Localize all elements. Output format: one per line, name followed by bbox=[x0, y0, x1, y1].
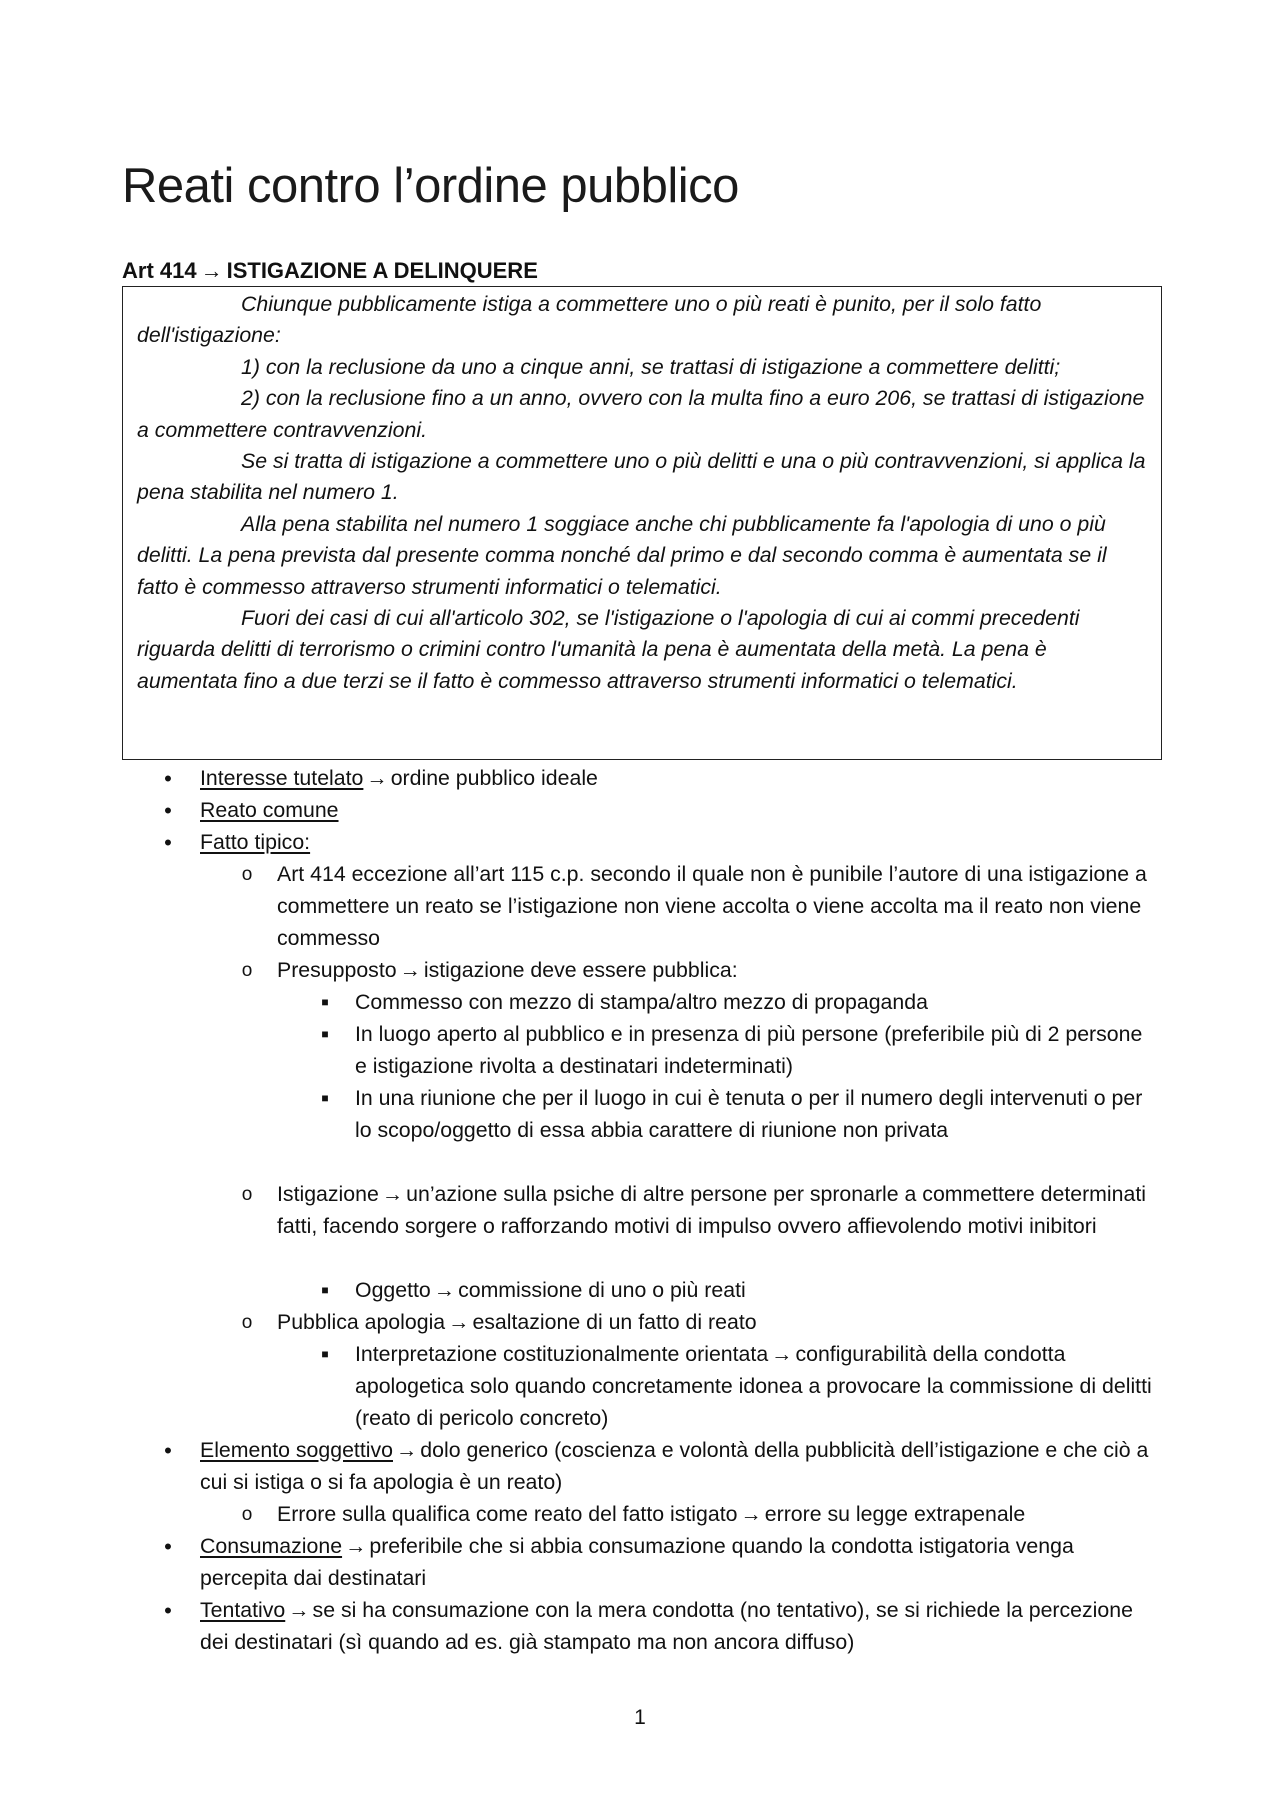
list-item bbox=[241, 859, 1157, 954]
item-text: commissione di uno o più reati bbox=[458, 1278, 746, 1302]
item-label: Consumazione bbox=[200, 1534, 343, 1558]
bullet-icon: ■ bbox=[321, 995, 329, 1009]
bullet-icon: • bbox=[164, 766, 172, 791]
item-text: configurabilità della condotta apologetica solo quando concretamente idonea a provocare la commissione di delitti (reato di pericolo concreto) bbox=[355, 1342, 1152, 1430]
item-label: Elemento soggettivo bbox=[200, 1438, 393, 1462]
arrow-icon: → bbox=[200, 258, 223, 283]
item-label: Pubblica apologia bbox=[277, 1310, 446, 1334]
list-item bbox=[241, 955, 1157, 987]
arrow-icon: → bbox=[771, 1342, 793, 1366]
list-item bbox=[164, 795, 1150, 827]
law-paragraph: Chiunque pubblicamente istiga a commettere uno o più reati è punito, per il solo fatto dell'istigazione: bbox=[137, 292, 1042, 348]
arrow-icon: → bbox=[448, 1310, 470, 1334]
item-label: Istigazione bbox=[277, 1182, 379, 1206]
list-item bbox=[164, 1595, 1150, 1659]
law-paragraph: Fuori dei casi di cui all'articolo 302, se l'istigazione o l'apologia di cui ai commi precedenti riguarda delitti di terrorismo o crimini contro l'umanità la pena è aumentata della metà. La pena è aumentata fino a due terzi se il fatto è commesso attraverso strumenti informatici o telematici. bbox=[137, 606, 1080, 693]
bullet-icon: o bbox=[241, 1504, 253, 1525]
item-text: un’azione sulla psiche di altre persone per spronarle a commettere determinati fatti, facendo sorgere o rafforzando motivi di impulso ovvero affievolendo motivi inibitori bbox=[277, 1182, 1146, 1238]
list-item bbox=[241, 1499, 1157, 1531]
item-label: Fatto tipico: bbox=[200, 830, 311, 854]
list-item bbox=[164, 1531, 1150, 1595]
list-item bbox=[164, 1435, 1150, 1499]
bullet-icon: ■ bbox=[321, 1347, 329, 1361]
bullet-icon: • bbox=[164, 798, 172, 823]
bullet-icon: o bbox=[241, 864, 253, 885]
item-text: esaltazione di un fatto di reato bbox=[472, 1310, 757, 1334]
bullet-icon: ■ bbox=[321, 1027, 329, 1041]
list-item bbox=[241, 1179, 1157, 1243]
law-paragraph: 2) con la reclusione fino a un anno, ovvero con la multa fino a euro 206, se trattasi di istigazione a commettere contravvenzioni. bbox=[137, 386, 1145, 442]
item-text: preferibile che si abbia consumazione quando la condotta istigatoria venga percepita dai destinatari bbox=[200, 1534, 1074, 1590]
article-heading bbox=[122, 258, 538, 284]
list-item bbox=[321, 1339, 1155, 1434]
bullet-icon: • bbox=[164, 1438, 172, 1463]
list-item bbox=[321, 1275, 1155, 1307]
item-label: Interpretazione costituzionalmente orientata bbox=[355, 1342, 769, 1366]
bullet-icon: o bbox=[241, 960, 253, 981]
bullet-icon: • bbox=[164, 1598, 172, 1623]
item-label: Presupposto bbox=[277, 958, 397, 982]
list-item bbox=[321, 1083, 1155, 1147]
law-text-box bbox=[122, 286, 1162, 760]
item-label: Oggetto bbox=[355, 1278, 431, 1302]
arrow-icon: → bbox=[381, 1182, 404, 1206]
article-number: Art 414 bbox=[122, 258, 197, 283]
list-item bbox=[241, 1307, 1157, 1339]
bullet-icon: o bbox=[241, 1312, 253, 1333]
item-text: In luogo aperto al pubblico e in presenza di più persone (preferibile più di 2 persone e istigazione rivolta a destinatari indeterminati) bbox=[355, 1022, 1143, 1078]
list-item bbox=[164, 827, 1150, 859]
arrow-icon: → bbox=[288, 1598, 310, 1622]
item-label: Reato comune bbox=[200, 798, 339, 822]
list-item bbox=[321, 987, 1155, 1019]
item-text: dolo generico (coscienza e volontà della pubblicità dell’istigazione e che ciò a cui si istiga o si fa apologia è un reato) bbox=[200, 1438, 1149, 1494]
law-paragraph: Alla pena stabilita nel numero 1 soggiace anche chi pubblicamente fa l'apologia di uno o più delitti. La pena prevista dal presente comma nonché dal primo e dal secondo comma è aumentata se il fatto è commesso attraverso strumenti informatici o telematici. bbox=[137, 511, 1107, 599]
page-title: Reati contro l’ordine pubblico bbox=[122, 159, 739, 213]
arrow-icon: → bbox=[433, 1278, 456, 1302]
item-text: se si ha consumazione con la mera condotta (no tentativo), se si richiede la percezione dei destinatari (sì quando ad es. già stampato ma non ancora diffuso) bbox=[200, 1598, 1133, 1654]
item-text: errore su legge extrapenale bbox=[764, 1502, 1026, 1526]
item-label: Interesse tutelato bbox=[200, 766, 364, 790]
bullet-icon: • bbox=[164, 1534, 172, 1559]
arrow-icon: → bbox=[395, 1438, 418, 1462]
item-label: Errore sulla qualifica come reato del fatto istigato bbox=[277, 1502, 738, 1526]
arrow-icon: → bbox=[399, 958, 421, 982]
arrow-icon: → bbox=[345, 1534, 367, 1558]
bullet-icon: ■ bbox=[321, 1091, 329, 1105]
item-text: istigazione deve essere pubblica: bbox=[423, 958, 738, 982]
law-paragraph: 1) con la reclusione da uno a cinque anni, se trattasi di istigazione a commettere delitti; bbox=[241, 354, 1061, 379]
law-paragraph: Se si tratta di istigazione a commettere uno o più delitti e una o più contravvenzioni, si applica la pena stabilita nel numero 1. bbox=[137, 449, 1146, 505]
arrow-icon: → bbox=[740, 1502, 762, 1526]
item-label: Tentativo bbox=[200, 1598, 286, 1622]
list-item bbox=[321, 1019, 1155, 1083]
bullet-icon: • bbox=[164, 830, 172, 855]
bullet-icon: o bbox=[241, 1184, 253, 1205]
item-text: ordine pubblico ideale bbox=[390, 766, 598, 790]
bullet-icon: ■ bbox=[321, 1283, 329, 1297]
arrow-icon: → bbox=[366, 766, 388, 790]
article-name: ISTIGAZIONE A DELINQUERE bbox=[226, 258, 538, 283]
item-text: Commesso con mezzo di stampa/altro mezzo di propaganda bbox=[355, 990, 928, 1014]
list-item bbox=[164, 763, 1150, 795]
item-text: In una riunione che per il luogo in cui è tenuta o per il numero degli intervenuti o per lo scopo/oggetto di essa abbia carattere di riunione non privata bbox=[355, 1086, 1143, 1142]
item-text: Art 414 eccezione all’art 115 c.p. secondo il quale non è punibile l’autore di una istigazione a commettere un reato se l’istigazione non viene accolta o viene accolta ma il reato non viene commesso bbox=[277, 862, 1147, 950]
page-number: 1 bbox=[634, 1706, 646, 1729]
